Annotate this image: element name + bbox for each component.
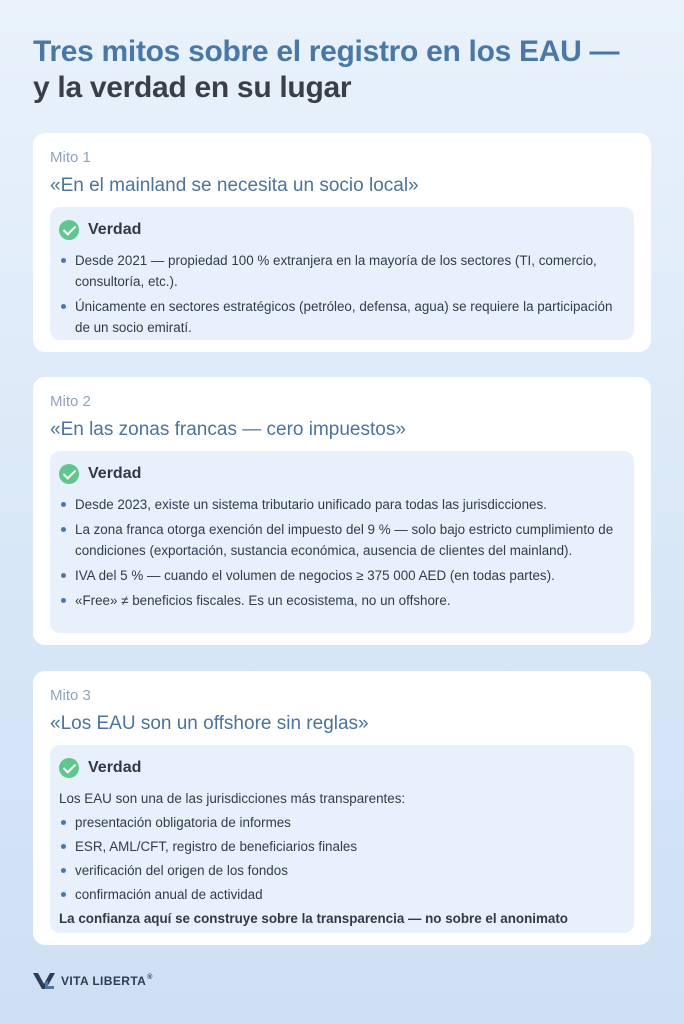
myth-label: Mito 3 [50,687,91,704]
list-item: verificación del origen de los fondos [59,860,618,881]
list-item: confirmación anual de actividad [59,884,618,905]
check-circle-icon [59,464,79,484]
page-title-rest: y la verdad en su lugar [33,71,352,104]
myth-quote: «Los EAU son un offshore sin reglas» [50,713,369,734]
truth-header [59,218,618,242]
truth-list [59,812,618,905]
myth-label: Mito 2 [50,393,91,410]
list-item: La zona franca otorga exención del impuesto del 9 % — solo bajo estricto cumplimiento de condiciones (exportación, sustancia económica, ausencia de clientes del mainland). [59,519,618,561]
list-item: ESR, AML/CFT, registro de beneficiarios finales [59,836,618,857]
truth-title: Verdad [88,759,142,776]
truth-box [50,207,634,340]
truth-box [50,745,634,933]
myth-quote: «En el mainland se necesita un socio local» [50,175,419,196]
truth-list [59,494,618,611]
list-item: IVA del 5 % — cuando el volumen de negocios ≥ 375 000 AED (en todas partes). [59,565,618,586]
truth-title: Verdad [88,465,142,482]
brand-logo [33,972,153,990]
list-item: «Free» ≠ beneficios fiscales. Es un ecosistema, no un offshore. [59,590,618,611]
vita-liberta-logo-icon [33,972,55,990]
list-item: Desde 2021 — propiedad 100 % extranjera en la mayoría de los sectores (TI, comercio, consultoría, etc.). [59,250,618,292]
list-item: Desde 2023, existe un sistema tributario unificado para todas las jurisdicciones. [59,494,618,515]
truth-header [59,756,618,780]
page-title-accent: Tres mitos sobre el registro en los EAU — [33,35,620,68]
page-title [33,34,663,106]
truth-intro: Los EAU son una de las jurisdicciones más transparentes: [59,791,406,806]
check-circle-icon [59,220,79,240]
truth-box [50,451,634,633]
registered-mark: ® [147,974,153,981]
myth-label: Mito 1 [50,149,91,166]
brand-name-text: VITA LIBERTA [61,974,147,988]
myth-card-2 [33,377,651,645]
myth-quote: «En las zonas francas — cero impuestos» [50,419,406,440]
myth-card-1 [33,133,651,352]
truth-title: Verdad [88,221,142,238]
truth-conclusion: La confianza aquí se construye sobre la transparencia — no sobre el anonimato [59,911,568,926]
list-item: presentación obligatoria de informes [59,812,618,833]
list-item: Únicamente en sectores estratégicos (petróleo, defensa, agua) se requiere la participación de un socio emiratí. [59,296,618,338]
truth-header [59,462,618,486]
brand-name [61,974,153,988]
check-circle-icon [59,758,79,778]
truth-list [59,250,618,338]
myth-card-3 [33,671,651,945]
